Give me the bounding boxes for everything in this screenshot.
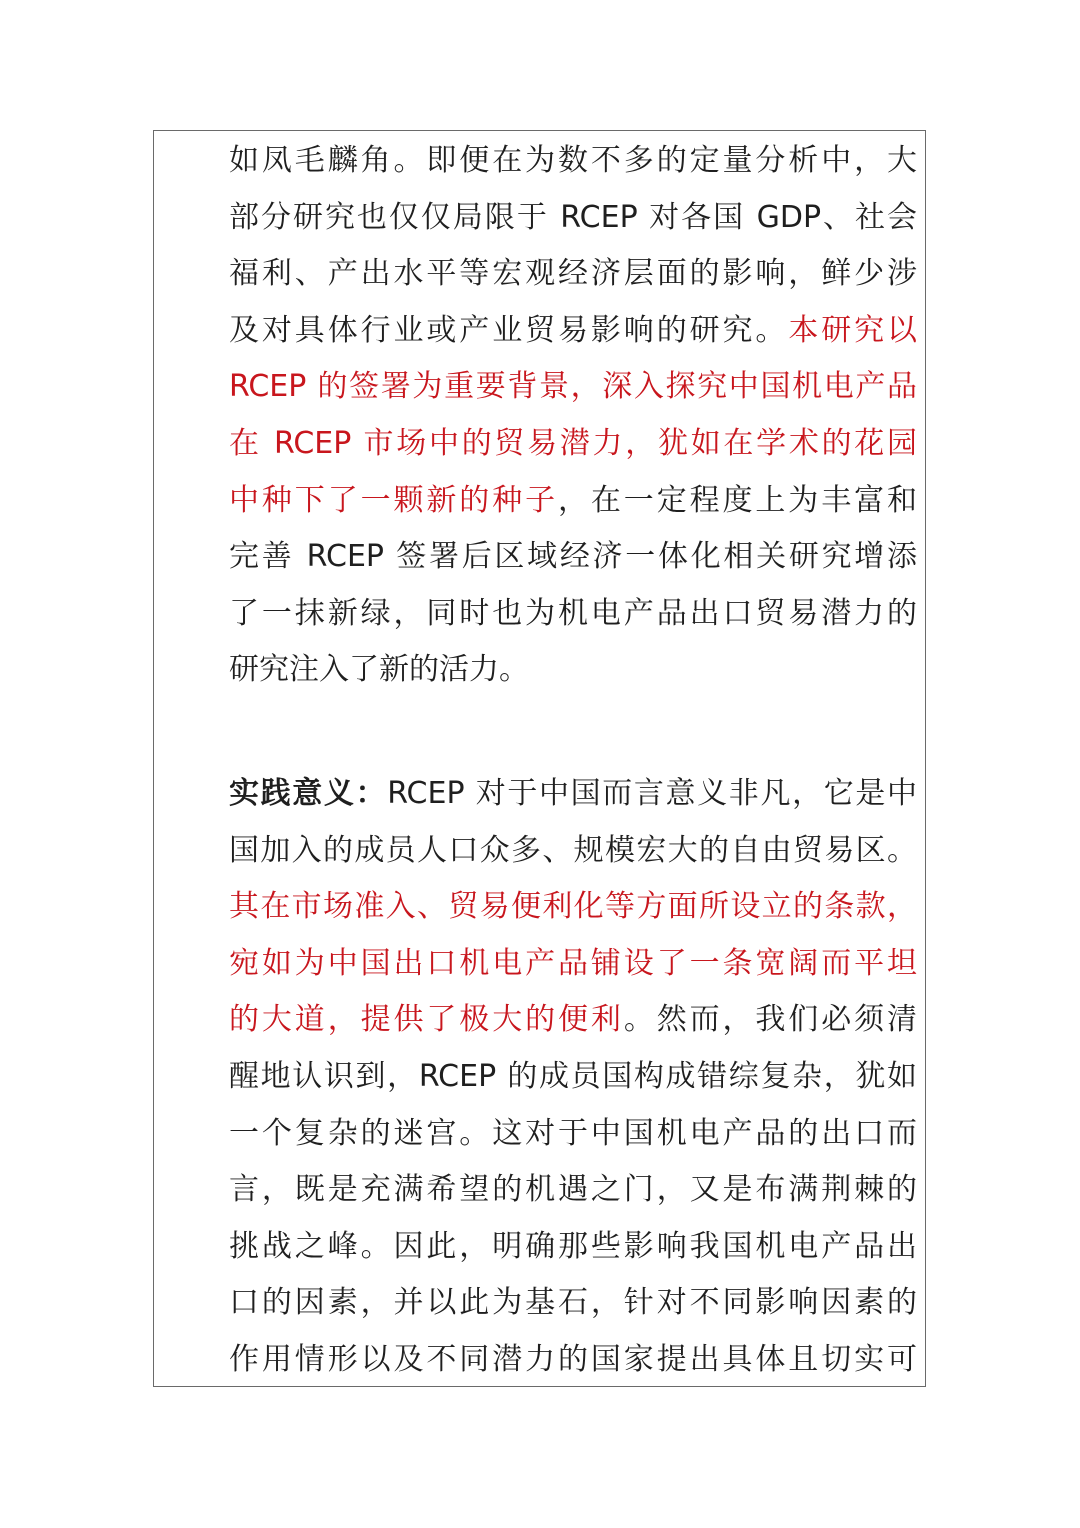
highlighted-text: 其在市场准入、贸易便利化等方面所设立的条款， bbox=[229, 889, 917, 925]
text-line bbox=[229, 246, 917, 303]
text-line bbox=[229, 642, 917, 699]
body-text: 作用情形以及不同潜力的国家提出具体且切实可 bbox=[229, 1341, 917, 1377]
highlighted-text: 的大道，提供了极大的便利 bbox=[229, 1002, 624, 1038]
text-line bbox=[229, 1106, 917, 1163]
text-line bbox=[229, 992, 917, 1049]
body-text: 。然而，我们必须清 bbox=[623, 1002, 918, 1038]
text-line bbox=[229, 1219, 917, 1276]
text-line bbox=[229, 190, 917, 247]
highlighted-text: RCEP 的签署为重要背景，深入探究中国机电产品 bbox=[229, 369, 917, 405]
text-line bbox=[229, 1049, 917, 1106]
highlighted-text: 宛如为中国出口机电产品铺设了一条宽阔而平坦 bbox=[229, 945, 917, 981]
body-text: 福利、产出水平等宏观经济层面的影响，鲜少涉 bbox=[229, 256, 917, 292]
section-label: 实践意义： bbox=[229, 776, 388, 811]
text-line bbox=[229, 133, 917, 190]
body-text: 醒地认识到，RCEP 的成员国构成错综复杂，犹如 bbox=[229, 1058, 917, 1094]
text-line bbox=[229, 879, 917, 936]
highlighted-text: 在 RCEP 市场中的贸易潜力，犹如在学术的花园 bbox=[229, 425, 917, 461]
body-text: RCEP 对于中国而言意义非凡，它是中 bbox=[387, 776, 917, 811]
body-text: 如凤毛麟角。即便在为数不多的定量分析中，大 bbox=[229, 143, 917, 178]
paragraph-practical-significance bbox=[229, 766, 917, 1389]
body-text: 了一抹新绿，同时也为机电产品出口贸易潜力的 bbox=[229, 595, 917, 631]
body-text: 完善 RCEP 签署后区域经济一体化相关研究增添 bbox=[229, 539, 917, 575]
body-text: 国加入的成员人口众多、规模宏大的自由贸易区。 bbox=[229, 832, 917, 868]
text-line bbox=[229, 1162, 917, 1219]
text-line bbox=[229, 416, 917, 473]
body-text: ，在一定程度上为丰富和 bbox=[558, 482, 917, 518]
highlighted-text: 中种下了一颗新的种子 bbox=[229, 482, 558, 518]
body-text: 研究注入了新的活力。 bbox=[229, 652, 529, 688]
body-text: 言，既是充满希望的机遇之门，又是布满荆棘的 bbox=[229, 1172, 917, 1208]
text-line bbox=[229, 936, 917, 993]
body-text: 挑战之峰。因此，明确那些影响我国机电产品出 bbox=[229, 1228, 917, 1264]
text-line bbox=[229, 1275, 917, 1332]
body-text: 部分研究也仅仅局限于 RCEP 对各国 GDP、社会 bbox=[229, 199, 917, 235]
text-line bbox=[229, 586, 917, 643]
text-line bbox=[229, 359, 917, 416]
text-line bbox=[229, 529, 917, 586]
text-line bbox=[229, 303, 917, 360]
text-line bbox=[229, 766, 917, 823]
body-text: 及对具体行业或产业贸易影响的研究。 bbox=[229, 312, 789, 348]
body-text: 一个复杂的迷宫。这对于中国机电产品的出口而 bbox=[229, 1115, 917, 1151]
text-line bbox=[229, 473, 917, 530]
paragraph-research-significance bbox=[229, 133, 917, 699]
text-line bbox=[229, 823, 917, 880]
body-text: 口的因素，并以此为基石，针对不同影响因素的 bbox=[229, 1285, 917, 1321]
highlighted-text: 本研究以 bbox=[788, 312, 918, 348]
text-line bbox=[229, 1332, 917, 1389]
